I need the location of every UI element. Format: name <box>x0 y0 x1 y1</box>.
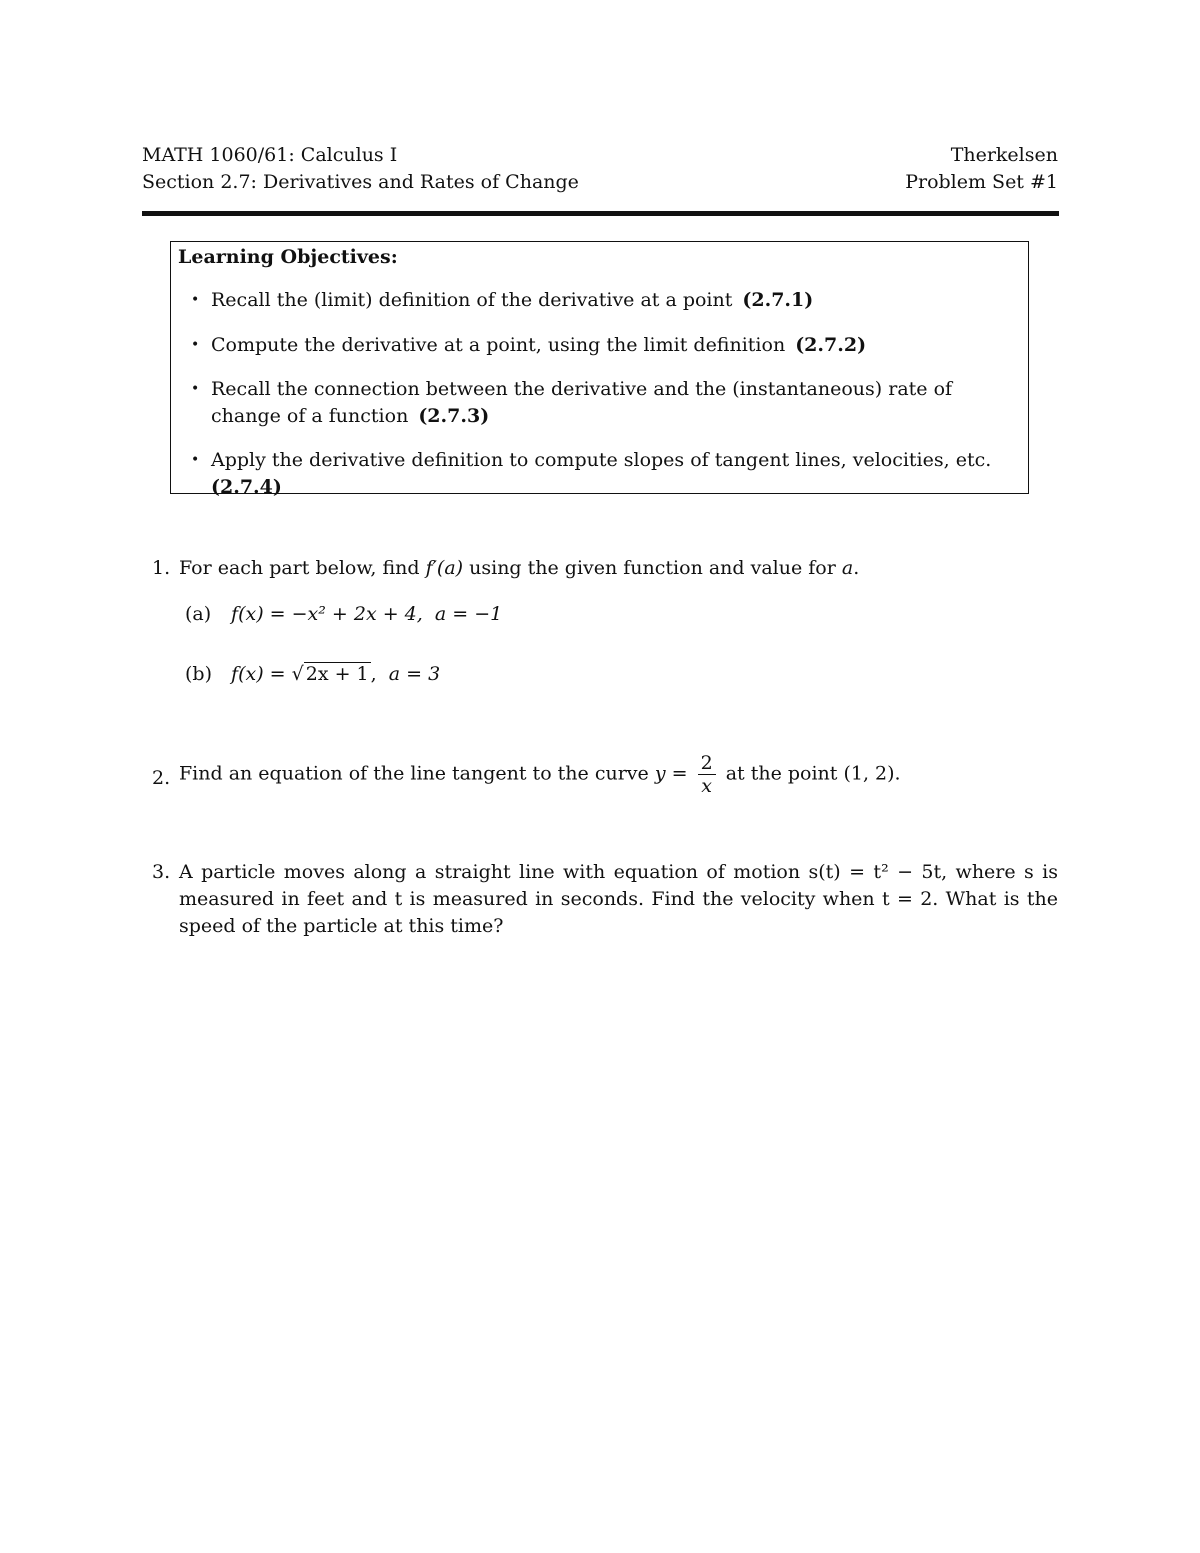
math-expression: f(x) = <box>231 663 286 685</box>
math-expression: a = 3 <box>388 663 441 685</box>
problem-text: using the given function and value for <box>469 557 836 579</box>
problem-number: 3. <box>152 861 171 883</box>
punctuation: . <box>853 557 860 579</box>
problem-text: at the point (1, 2). <box>725 762 901 785</box>
header-rule <box>142 211 1059 216</box>
objective-item <box>191 332 1018 359</box>
objective-text: Compute the derivative at a point, using the limit definition <box>211 334 786 356</box>
objectives-title: Learning Objectives: <box>178 246 398 268</box>
math-variable: a <box>841 557 854 579</box>
objective-item <box>191 447 1018 501</box>
section-title: Section 2.7: Derivatives and Rates of Change <box>142 171 579 193</box>
problem-text: For each part below, find <box>179 557 420 579</box>
problem-1-part-b <box>185 661 440 688</box>
bullet-icon: • <box>191 337 200 353</box>
bullet-icon: • <box>191 381 200 397</box>
problem-text: A particle moves along a straight line with equation of motion s(t) = t² − 5t, where s is measured in feet and t is measured in seconds. Find the velocity when t = 2. What is the speed of the particle at this time? <box>179 861 1058 937</box>
problem-3 <box>152 859 1058 940</box>
math-expression: a = −1 <box>434 603 503 625</box>
part-label: (a) <box>185 603 212 625</box>
objective-code: (2.7.3) <box>418 405 490 427</box>
objective-text: Recall the (limit) definition of the derivative at a point <box>211 289 733 311</box>
problem-2 <box>152 752 1058 797</box>
objective-code: (2.7.4) <box>211 476 282 498</box>
objective-code: (2.7.1) <box>742 289 814 311</box>
square-root: √ 2x + 1 <box>291 663 369 685</box>
objective-code: (2.7.2) <box>795 334 867 356</box>
math-expression: f′(a) <box>425 557 464 579</box>
objective-text: Recall the connection between the derivative and the (instantaneous) rate of change of a function <box>211 378 953 427</box>
objective-text: Apply the derivative definition to compute slopes of tangent lines, velocities, etc. <box>211 449 992 471</box>
problem-1 <box>152 555 1058 582</box>
course-title: MATH 1060/61: Calculus I <box>142 144 398 166</box>
objective-item <box>191 376 1018 430</box>
problem-number: 2. <box>152 767 171 789</box>
radicand: 2x + 1 <box>305 663 369 685</box>
learning-objectives-box <box>170 241 1029 498</box>
problem-1-part-a <box>185 601 502 628</box>
math-expression: y = <box>654 762 688 785</box>
punctuation: , <box>370 663 377 685</box>
objective-item <box>191 287 1018 314</box>
part-label: (b) <box>185 663 212 685</box>
problem-set-label: Problem Set #1 <box>905 171 1058 193</box>
document-header <box>142 142 1058 196</box>
math-expression: f(x) = −x² + 2x + 4, <box>231 603 423 625</box>
fraction <box>698 752 716 797</box>
instructor-name: Therkelsen <box>950 144 1058 166</box>
numerator: 2 <box>698 752 716 775</box>
bullet-icon: • <box>191 292 200 308</box>
denominator: x <box>701 775 712 797</box>
problem-number: 1. <box>152 557 171 579</box>
problem-text: Find an equation of the line tangent to the curve <box>179 762 649 785</box>
bullet-icon: • <box>191 452 200 468</box>
